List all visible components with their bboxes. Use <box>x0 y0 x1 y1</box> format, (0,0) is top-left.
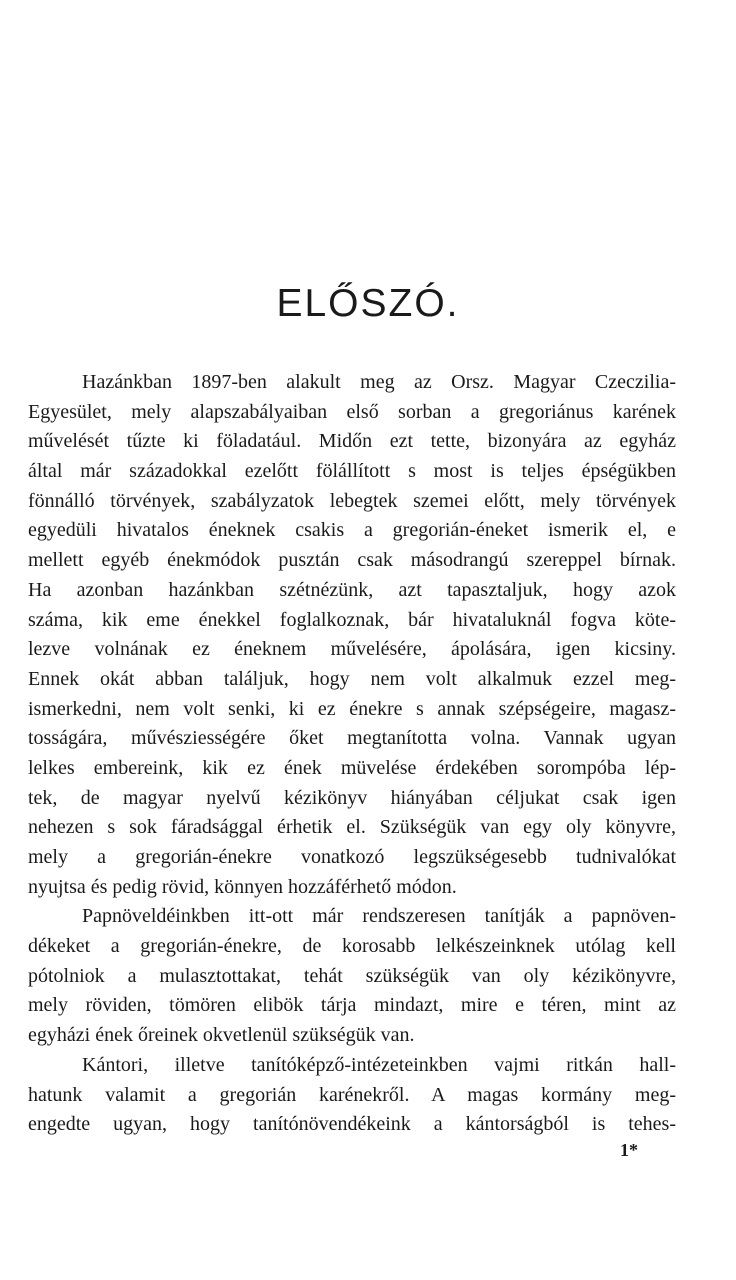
page-title: ELŐSZÓ. <box>276 282 460 325</box>
text-line: Kántori, illetve tanítóképző-intézeteinkben vajmi ritkán hall- <box>82 1053 676 1076</box>
text-line: tosságára, művésziességére őket megtanította volna. Vannak ugyan <box>28 727 676 750</box>
text-line: dékeket a gregorián-énekre, de korosabb lelkészeinknek utólag kell <box>28 935 676 958</box>
text-line: mely röviden, tömören elibök tárja mindazt, mire e téren, mint az <box>28 994 676 1017</box>
text-line: Papnöveldéinkben itt-ott már rendszeresen tanítják a papnöven- <box>82 905 676 928</box>
text-line: fönnálló törvények, szabályzatok lebegtek szemei előtt, mely törvények <box>28 489 676 512</box>
text-line: nyujtsa és pedig rövid, könnyen hozzáférhető módon. <box>28 875 457 898</box>
text-line: egyedüli hivatalos éneknek csakis a gregorián-éneket ismerik el, e <box>28 519 676 542</box>
text-line: pótolniok a mulasztottakat, tehát szükségük van oly kézikönyvre, <box>28 964 676 987</box>
text-line: engedte ugyan, hogy tanítónövendékeink a kántorságból is tehes- <box>28 1113 676 1136</box>
text-line: nehezen s sok fáradsággal érhetik el. Szükségük van egy oly könyvre, <box>28 816 676 839</box>
text-line: mellett egyéb énekmódok pusztán csak másodrangú szereppel bírnak. <box>28 549 676 572</box>
text-line: száma, kik eme énekkel foglalkoznak, bár hivataluknál fogva köte- <box>28 608 676 631</box>
text-line: Hazánkban 1897-ben alakult meg az Orsz. Magyar Czeczilia- <box>82 371 676 393</box>
text-line: tek, de magyar nyelvű kézikönyv hiányában céljukat csak igen <box>28 786 676 809</box>
text-line: lelkes embereink, kik ez ének müvelése érdekében sorompóba lép- <box>28 756 676 779</box>
text-line: lezve volnának ez éneknem művelésére, ápolására, igen kicsiny. <box>28 638 676 661</box>
text-line: Ha azonban hazánkban szétnézünk, azt tapasztaljuk, hogy azok <box>28 578 676 601</box>
text-line: Egyesület, mely alapszabályaiban első sorban a gregoriánus karének <box>28 400 676 423</box>
text-line: ismerkedni, nem volt senki, ki ez énekre s annak szépségeire, magasz- <box>28 697 676 720</box>
text-line: Ennek okát abban találjuk, hogy nem volt alkalmuk ezzel meg- <box>28 667 676 690</box>
text-line: egyházi ének őreinek okvetlenül szükségük van. <box>28 1024 415 1047</box>
body-text <box>28 368 676 1140</box>
text-line: hatunk valamit a gregorián karénekről. A magas kormány meg- <box>28 1083 676 1106</box>
text-line: által már századokkal ezelőtt fölállított s most is teljes épségükben <box>28 460 676 483</box>
text-line: művelését tűzte ki föladatául. Midőn ezt tette, bizonyára az egyház <box>28 430 676 453</box>
signature-mark: 1* <box>620 1140 638 1160</box>
text-line: mely a gregorián-énekre vonatkozó legszükségesebb tudnivalókat <box>28 846 676 868</box>
